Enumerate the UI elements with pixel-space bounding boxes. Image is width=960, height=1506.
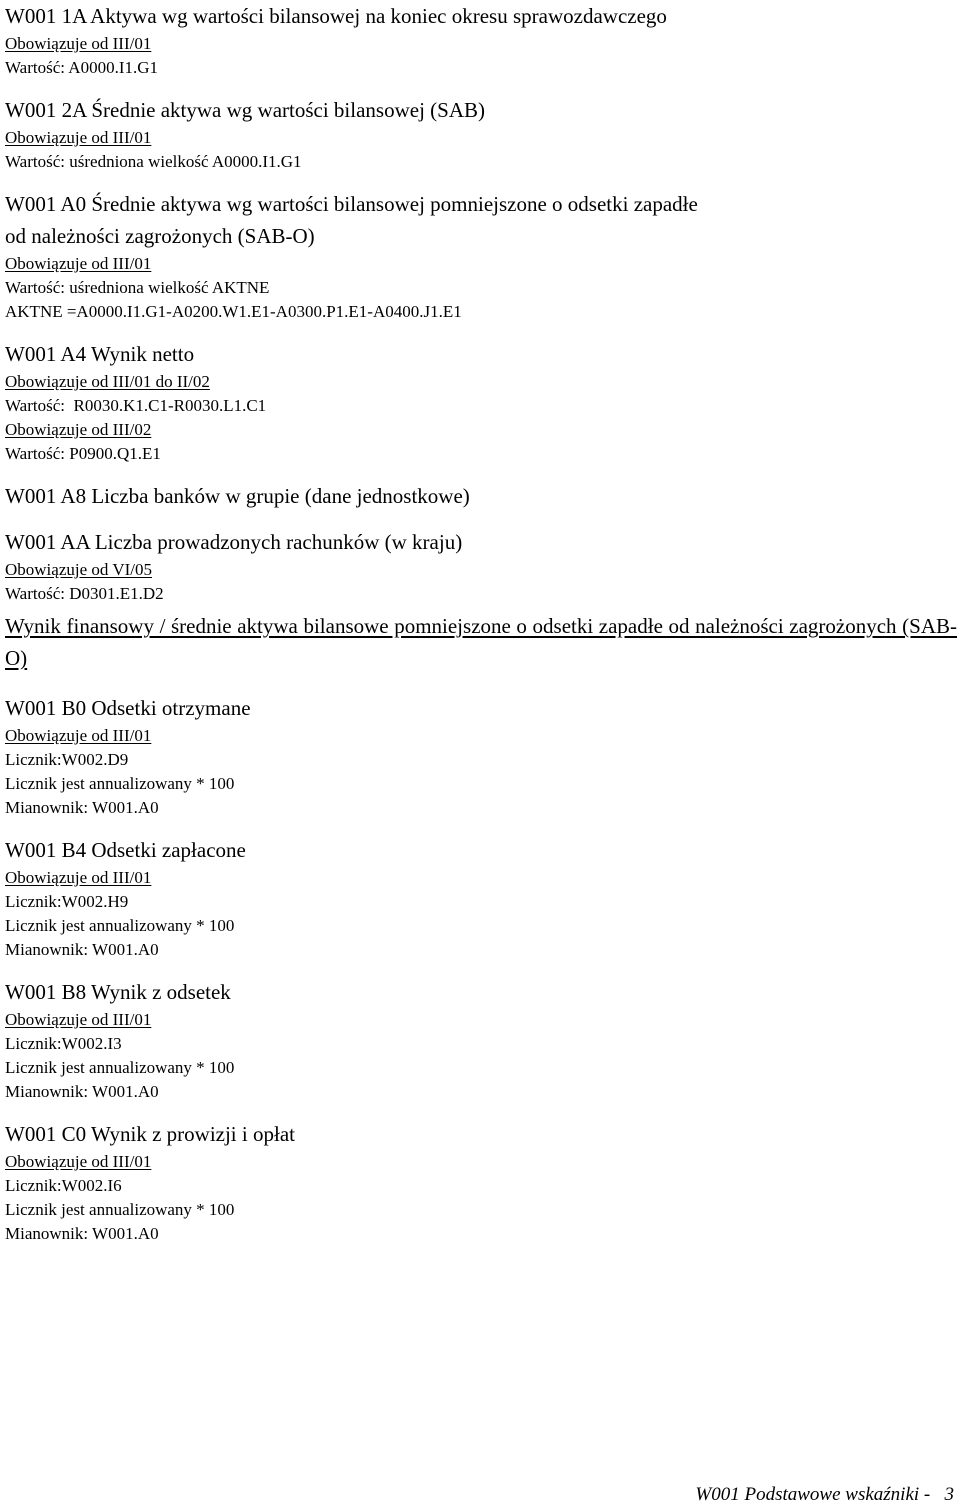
indicator-detail-line: Licznik jest annualizowany * 100 [5, 916, 235, 935]
validity-period: Obowiązuje od III/01 [5, 128, 152, 147]
indicator-detail-line: AKTNE =A0000.I1.G1-A0200.W1.E1-A0300.P1.E1-A0400.J1.E1 [5, 302, 462, 321]
indicator-detail-line: Wartość: P0900.Q1.E1 [5, 444, 161, 463]
validity-period: Obowiązuje od III/01 do II/02 [5, 372, 210, 391]
indicator-title: W001 A4 Wynik netto [5, 342, 195, 366]
indicator-title: W001 B4 Odsetki zapłacone [5, 838, 246, 862]
indicator-entry [5, 692, 957, 820]
indicator-detail-line: Mianownik: W001.A0 [5, 940, 159, 959]
indicator-detail-line: Wartość: uśredniona wielkość AKTNE [5, 278, 270, 297]
validity-period: Obowiązuje od III/01 [5, 254, 152, 273]
page-footer: W001 Podstawowe wskaźniki - 3 [695, 1484, 954, 1505]
indicator-entry [5, 188, 957, 324]
validity-period: Obowiązuje od VI/05 [5, 560, 152, 579]
indicator-entry [5, 480, 957, 512]
validity-period: Obowiązuje od III/01 [5, 868, 152, 887]
validity-period: Obowiązuje od III/01 [5, 34, 152, 53]
indicator-detail-line: Wartość: A0000.I1.G1 [5, 58, 159, 77]
document-body [5, 0, 957, 1246]
indicator-detail-line: Mianownik: W001.A0 [5, 1224, 159, 1243]
indicator-title: W001 C0 Wynik z prowizji i opłat [5, 1122, 295, 1146]
indicator-detail-line: Wartość: R0030.K1.C1-R0030.L1.C1 [5, 396, 267, 415]
entries-group-1 [5, 0, 957, 606]
indicator-detail-line: Licznik:W002.H9 [5, 892, 129, 911]
indicator-entry [5, 834, 957, 962]
indicator-title: W001 A8 Liczba banków w grupie (dane jednostkowe) [5, 484, 470, 508]
indicator-detail-line: Licznik jest annualizowany * 100 [5, 1058, 235, 1077]
indicator-entry [5, 976, 957, 1104]
indicator-detail-line: Licznik jest annualizowany * 100 [5, 1200, 235, 1219]
indicator-detail-line: Licznik jest annualizowany * 100 [5, 774, 235, 793]
indicator-detail-line: Licznik:W002.D9 [5, 750, 129, 769]
indicator-detail-line: Wartość: D0301.E1.D2 [5, 584, 164, 603]
indicator-title: W001 B8 Wynik z odsetek [5, 980, 231, 1004]
validity-period: Obowiązuje od III/01 [5, 726, 152, 745]
indicator-detail-line: Licznik:W002.I6 [5, 1176, 122, 1195]
indicator-title: W001 A0 Średnie aktywa wg wartości bilansowej pomniejszone o odsetki zapadłe od należności zagrożonych (SAB-O) [5, 192, 698, 248]
indicator-entry [5, 338, 957, 466]
indicator-entry [5, 526, 957, 606]
indicator-title: W001 2A Średnie aktywa wg wartości bilansowej (SAB) [5, 98, 485, 122]
indicator-detail-line: Licznik:W002.I3 [5, 1034, 122, 1053]
indicator-title: W001 B0 Odsetki otrzymane [5, 696, 251, 720]
indicator-entry [5, 94, 957, 174]
indicator-title: W001 AA Liczba prowadzonych rachunków (w kraju) [5, 530, 463, 554]
indicator-detail-line: Mianownik: W001.A0 [5, 798, 159, 817]
validity-period: Obowiązuje od III/02 [5, 420, 152, 439]
validity-period: Obowiązuje od III/01 [5, 1010, 152, 1029]
indicator-detail-line: Mianownik: W001.A0 [5, 1082, 159, 1101]
indicator-detail-line: Wartość: uśredniona wielkość A0000.I1.G1 [5, 152, 302, 171]
section-title: Wynik finansowy / średnie aktywa bilansowe pomniejszone o odsetki zapadłe od należności zagrożonych (SAB-O) [5, 614, 957, 670]
validity-period: Obowiązuje od III/01 [5, 1152, 152, 1171]
indicator-title: W001 1A Aktywa wg wartości bilansowej na koniec okresu sprawozdawczego [5, 4, 667, 28]
section-heading-block [5, 610, 957, 674]
indicator-entry [5, 0, 957, 80]
entries-group-2 [5, 692, 957, 1246]
indicator-entry [5, 1118, 957, 1246]
